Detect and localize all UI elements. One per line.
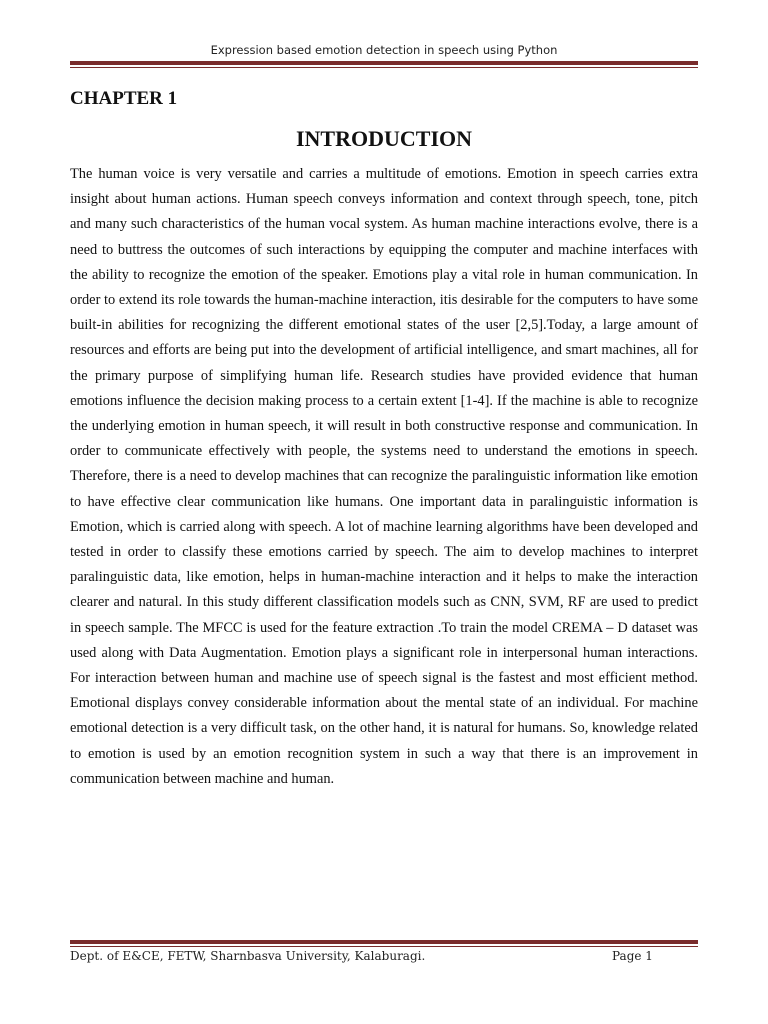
section-title: INTRODUCTION: [295, 126, 473, 151]
footer-department: Dept. of E&CE, FETW, Sharnbasva University, Kalaburagi.: [70, 949, 426, 963]
body-paragraph: The human voice is very versatile and carries a multitude of emotions. Emotion in speech carries extra insight about human actions. Human speech conveys information and context through speech, tone, pitch and many such characteristics of the human vocal system. As human machine interactions evolve, there is a need to buttress the outcomes of such interactions by equipping the computer and machine interfaces with the ability to recognize the emotion of the speaker. Emotions play a vital role in human communication. In order to extend its role towards the human-machine interaction, itis desirable for the computers to have some built-in abilities for recognizing the different emotional states of the user [2,5].Today, a large amount of resources and efforts are being put into the development of artificial intelligence, and smart machines, all for the primary purpose of simplifying human life. Research studies have provided evidence that human emotions influence the decision making process to a certain extent [1-4]. If the machine is able to recognize the underlying emotion in human speech, it will result in both constructive response and communication. In order to communicate effectively with people, the systems need to understand the emotions in speech. Therefore, there is a need to develop machines that can recognize the paralinguistic information like emotion to have effective clear communication like humans. One important data in paralinguistic information is Emotion, which is carried along with speech. A lot of machine learning algorithms have been developed and tested in order to classify these emotions carried by speech. The aim to develop machines to interpret paralinguistic data, like emotion, helps in human-machine interaction and it helps to make the interaction clearer and natural. In this study different classification models such as CNN, SVM, RF are used to predict in speech sample. The MFCC is used for the feature extraction .To train the model CREMA – D dataset was used along with Data Augmentation. Emotion plays a significant role in interpersonal human interactions. For interaction between human and machine use of speech signal is the fastest and most efficient method. Emotional displays convey considerable information about the mental state of an individual. For machine emotional detection is a very difficult task, on the other hand, it is natural for humans. So, knowledge related to emotion is used by an emotion recognition system in such a way that there is an improvement in communication between machine and human.: [70, 166, 698, 787]
chapter-label: CHAPTER 1: [70, 88, 178, 109]
footer-rule-thin: [70, 946, 698, 948]
footer-page-number: Page 1: [612, 949, 653, 963]
header-rule: [70, 61, 698, 68]
footer-rule: [70, 940, 698, 947]
running-header: Expression based emotion detection in speech using Python: [210, 43, 558, 57]
header-rule-thin: [70, 67, 698, 69]
